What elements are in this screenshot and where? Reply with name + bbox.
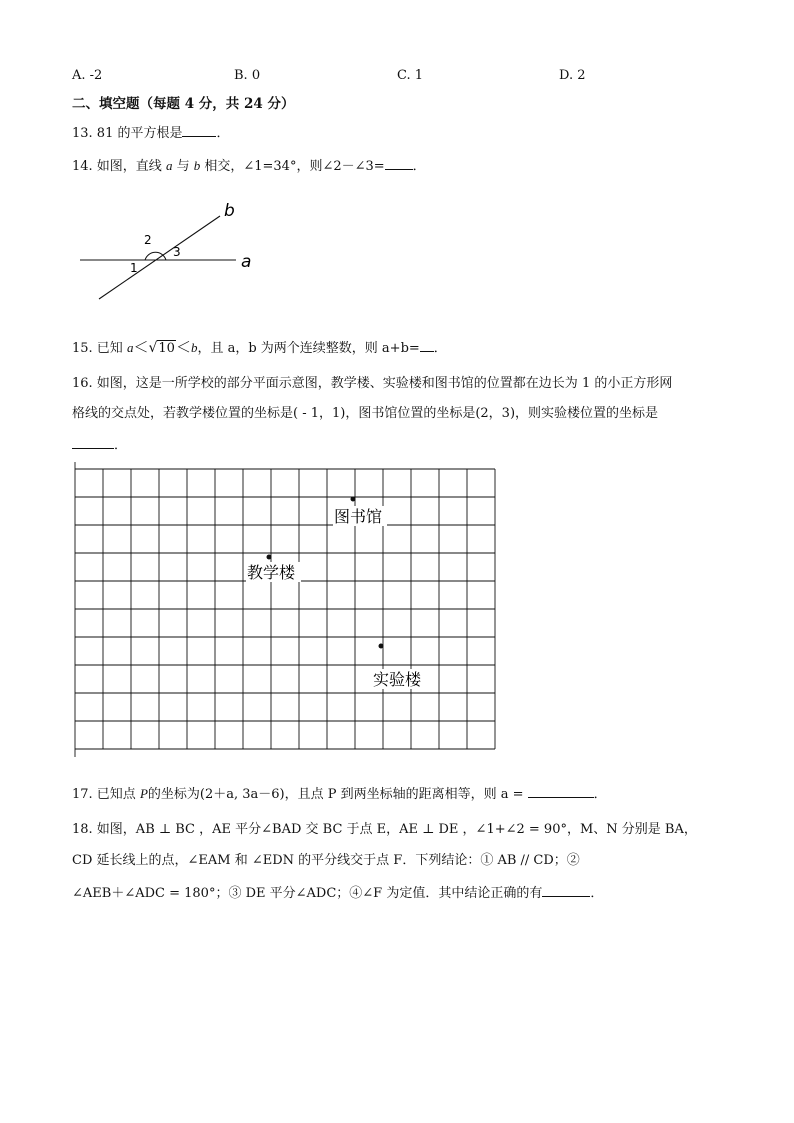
q14-pre: 14. 如图，直线 — [72, 159, 166, 174]
sqrt-symbol: √ — [148, 340, 158, 356]
library-label: 图书馆 — [334, 507, 383, 526]
q15-end: ． — [433, 341, 447, 356]
q15-blank — [420, 339, 434, 352]
q17-blank — [528, 785, 594, 798]
question-16-line3 — [72, 436, 127, 455]
q14-var-b: b — [193, 158, 201, 173]
option-a: A. -2 — [72, 68, 103, 83]
grid-lines — [75, 462, 495, 757]
label-a: a — [241, 252, 252, 272]
angle-arc — [145, 252, 166, 260]
q17-mid: ，且点 P 到两坐标轴的距离相等，则 a = — [284, 787, 524, 802]
q14-end: ． — [412, 159, 426, 174]
q18-end: ． — [590, 886, 604, 901]
question-18-line2: CD 延长线上的点，∠EAM 和 ∠EDN 的平分线交于点 F．下列结论：① AB // CD；② — [72, 853, 580, 868]
question-13 — [72, 124, 230, 143]
q17-coord: 的坐标为(2＋a, 3a－6) — [147, 787, 285, 802]
q15-var-a: a — [126, 340, 134, 355]
q15-mid: ，且 a，b 为两个连续整数，则 a+b= — [197, 341, 420, 356]
label-1: 1 — [130, 261, 138, 275]
q14-blank — [385, 157, 413, 170]
q13-text: 13. 81 的平方根是 — [72, 126, 183, 141]
lab-building-point — [379, 644, 384, 649]
teaching-building-point — [267, 555, 272, 560]
question-18-line3 — [72, 884, 603, 903]
option-c: C. 1 — [397, 68, 424, 83]
q13-blank — [182, 124, 216, 137]
option-b: B. 0 — [234, 68, 261, 83]
q15-pre: 15. 已知 — [72, 341, 127, 356]
question-15 — [72, 338, 447, 358]
question-17 — [72, 785, 607, 804]
q16-blank — [72, 436, 114, 449]
label-b: b — [224, 201, 235, 221]
q17-end: ． — [593, 787, 607, 802]
q15-var-b: b — [190, 340, 198, 355]
q14-intersecting-lines-figure — [70, 196, 270, 306]
library-point — [351, 497, 356, 502]
question-16-line1: 16. 如图，这是一所学校的部分平面示意图，教学楼、实验楼和图书馆的位置都在边长为 1 的小正方形网 — [72, 376, 673, 391]
q13-end: ． — [216, 126, 230, 141]
q14-var-a: a — [165, 158, 173, 173]
section-title: 二、填空题（每题 4 分，共 24 分） — [72, 96, 295, 112]
q15-radicand: 10 — [158, 341, 175, 356]
q17-var-p: P — [139, 786, 148, 801]
question-14 — [72, 157, 426, 176]
label-3: 3 — [173, 245, 181, 259]
teaching-building-label: 教学楼 — [247, 563, 296, 582]
question-18-line1: 18. 如图，AB ⊥ BC ，AE 平分∠BAD 交 BC 于点 E，AE ⊥ DE ，∠1+∠2 = 90°，M、N 分别是 BA， — [72, 822, 697, 837]
line-b — [99, 216, 220, 299]
q14-mid: 与 — [172, 159, 194, 174]
question-16-line2: 格线的交点处，若教学楼位置的坐标是( - 1，1)，图书馆位置的坐标是(2，3)，则实验楼位置的坐标是 — [72, 406, 659, 421]
q14-post: 相交，∠1=34°，则∠2－∠3= — [200, 159, 385, 174]
q17-pre: 17. 已知点 — [72, 787, 140, 802]
option-d: D. 2 — [559, 68, 586, 83]
less-than-symbol-1: ＜ — [133, 338, 149, 356]
q16-campus-grid — [68, 462, 500, 764]
less-than-symbol-2: ＜ — [175, 338, 191, 356]
lab-building-label: 实验楼 — [373, 670, 422, 689]
q18-blank — [542, 884, 590, 897]
label-2: 2 — [144, 233, 152, 247]
q16-end: ． — [114, 438, 128, 453]
q18-line3-text: ∠AEB＋∠ADC = 180°；③ DE 平分∠ADC；④∠F 为定值．其中结论正确的有 — [72, 886, 543, 901]
